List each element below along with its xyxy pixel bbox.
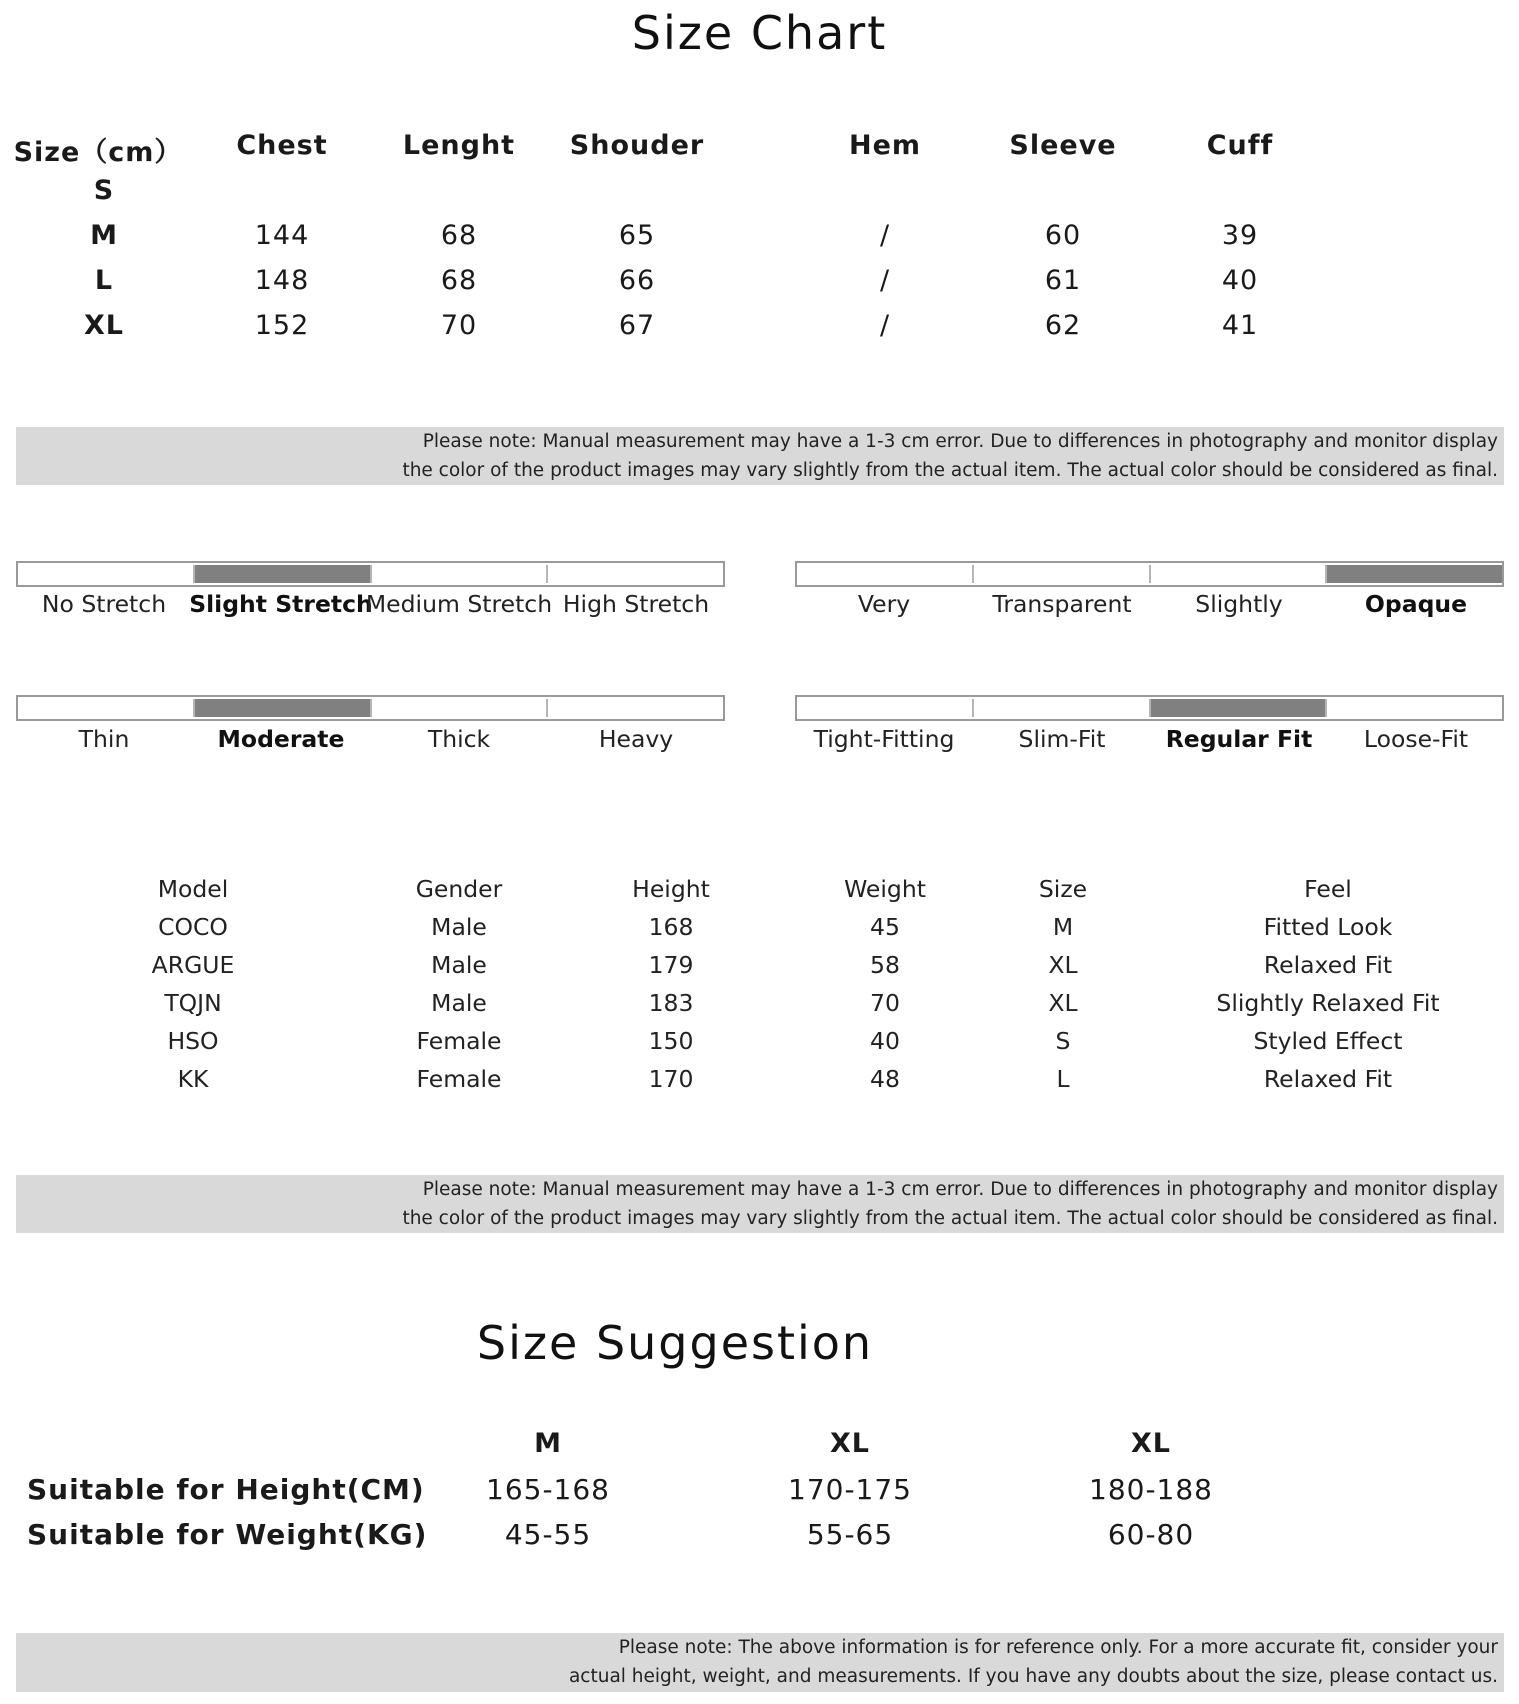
model-header: Height	[632, 875, 710, 903]
suggestion-height: 170-175	[788, 1473, 912, 1506]
scale-segment	[797, 565, 974, 583]
model-header: Size	[1038, 875, 1088, 903]
suggestion-size: XL	[829, 1428, 871, 1459]
table-cell: 41	[1221, 310, 1259, 341]
table-cell: 39	[1221, 220, 1259, 251]
suggestion-weight: 45-55	[504, 1518, 592, 1551]
model-cell: Fitted Look	[1263, 913, 1393, 941]
scale-segment	[1151, 565, 1328, 583]
model-cell: L	[1056, 1065, 1070, 1093]
model-cell: Male	[431, 989, 487, 1017]
weight-label: Suitable for Weight(KG)	[27, 1518, 428, 1551]
scale-label-selected: Opaque	[1364, 590, 1468, 618]
model-cell: COCO	[158, 913, 228, 941]
scale-label: No Stretch	[41, 590, 167, 618]
table-cell: 62	[1044, 310, 1082, 341]
model-cell: S	[1055, 1027, 1071, 1055]
model-header: Weight	[844, 875, 926, 903]
note-line: Please note: The above information is for reference only. For a more accurate fit, consider your	[618, 1637, 1498, 1658]
model-cell: Relaxed Fit	[1263, 1065, 1393, 1093]
model-header: Feel	[1304, 875, 1352, 903]
table-cell: /	[879, 220, 891, 251]
height-label: Suitable for Height(CM)	[27, 1473, 425, 1506]
model-cell: M	[1052, 913, 1074, 941]
transparency-bar	[795, 561, 1504, 587]
header-chest: Chest	[236, 130, 328, 161]
table-cell: 144	[254, 220, 310, 251]
scale-segment-selected	[1151, 699, 1328, 717]
model-cell: ARGUE	[151, 951, 235, 979]
scale-label-selected: Moderate	[217, 725, 345, 753]
model-cell: 45	[870, 913, 900, 941]
table-cell: 70	[440, 310, 478, 341]
header-length: Lenght	[402, 130, 516, 161]
table-cell: 148	[254, 265, 310, 296]
note-line: the color of the product images may vary slightly from the actual item. The actual color should be considered as final.	[402, 460, 1498, 481]
model-cell: 179	[648, 951, 694, 979]
model-cell: TQJN	[164, 989, 222, 1017]
scale-label: Thick	[427, 725, 491, 753]
model-cell: Female	[416, 1027, 502, 1055]
scale-label-selected: Slight Stretch	[189, 590, 373, 618]
table-cell: 40	[1221, 265, 1259, 296]
scale-label: Slim-Fit	[1018, 725, 1106, 753]
scale-segment	[548, 565, 723, 583]
model-cell: 150	[648, 1027, 694, 1055]
size-suggestion-title: Size Suggestion	[476, 1316, 874, 1370]
header-sleeve: Sleeve	[1009, 130, 1117, 161]
model-cell: 168	[648, 913, 694, 941]
suggestion-size: XL	[1130, 1428, 1172, 1459]
thickness-bar	[16, 695, 725, 721]
scale-segment	[18, 565, 195, 583]
scale-segment-selected	[195, 699, 372, 717]
model-cell: Relaxed Fit	[1263, 951, 1393, 979]
table-cell: 68	[440, 265, 478, 296]
model-cell: Styled Effect	[1253, 1027, 1403, 1055]
note-line: the color of the product images may vary slightly from the actual item. The actual color should be considered as final.	[402, 1208, 1498, 1229]
table-cell: 68	[440, 220, 478, 251]
size-label: L	[94, 265, 114, 296]
suggestion-weight: 55-65	[806, 1518, 894, 1551]
suggestion-height: 180-188	[1089, 1473, 1213, 1506]
measurement-note	[16, 1175, 1504, 1233]
header-cuff: Cuff	[1206, 130, 1274, 161]
size-chart-title: Size Chart	[631, 6, 888, 60]
model-cell: HSO	[167, 1027, 219, 1055]
scale-label: Slightly	[1195, 590, 1283, 618]
fit-bar	[795, 695, 1504, 721]
scale-label-selected: Regular Fit	[1165, 725, 1313, 753]
scale-segment	[974, 699, 1151, 717]
note-line: Please note: Manual measurement may have a 1-3 cm error. Due to differences in photography and monitor display	[422, 431, 1498, 452]
scale-segment	[974, 565, 1151, 583]
note-line: actual height, weight, and measurements. If you have any doubts about the size, please contact us.	[568, 1666, 1498, 1687]
size-label: M	[90, 220, 118, 251]
table-cell: 65	[618, 220, 656, 251]
scale-segment	[548, 699, 723, 717]
model-cell: Male	[431, 913, 487, 941]
model-cell: Male	[431, 951, 487, 979]
model-cell: 70	[870, 989, 900, 1017]
header-size: Size（cm）	[13, 137, 183, 168]
scale-label: Transparent	[992, 590, 1132, 618]
table-cell: 61	[1044, 265, 1082, 296]
measurement-note	[16, 427, 1504, 485]
scale-segment	[797, 699, 974, 717]
table-cell: 67	[618, 310, 656, 341]
scale-label: Medium Stretch	[365, 590, 553, 618]
stretch-bar	[16, 561, 725, 587]
model-cell: Female	[416, 1065, 502, 1093]
scale-label: Very	[857, 590, 911, 618]
model-header: Model	[157, 875, 229, 903]
scale-label: Loose-Fit	[1363, 725, 1469, 753]
scale-segment	[372, 565, 549, 583]
model-cell: XL	[1048, 989, 1078, 1017]
scale-segment	[1327, 699, 1502, 717]
scale-label: Tight-Fitting	[813, 725, 955, 753]
scale-label: Heavy	[598, 725, 674, 753]
scale-segment-selected	[1327, 565, 1502, 583]
scale-label: Thin	[78, 725, 130, 753]
scale-segment	[372, 699, 549, 717]
table-cell: 60	[1044, 220, 1082, 251]
reference-note	[16, 1633, 1504, 1692]
scale-segment	[18, 699, 195, 717]
model-cell: Slightly Relaxed Fit	[1216, 989, 1440, 1017]
table-cell: 152	[254, 310, 310, 341]
model-cell: 40	[870, 1027, 900, 1055]
model-cell: 183	[648, 989, 694, 1017]
model-header: Gender	[415, 875, 503, 903]
suggestion-size: M	[534, 1428, 562, 1459]
table-cell: 66	[618, 265, 656, 296]
size-label: XL	[83, 310, 125, 341]
suggestion-height: 165-168	[486, 1473, 610, 1506]
note-line: Please note: Manual measurement may have a 1-3 cm error. Due to differences in photography and monitor display	[422, 1179, 1498, 1200]
table-cell: /	[879, 265, 891, 296]
model-cell: XL	[1048, 951, 1078, 979]
model-cell: KK	[177, 1065, 209, 1093]
header-shoulder: Shouder	[569, 130, 705, 161]
model-cell: 48	[870, 1065, 900, 1093]
table-cell: /	[879, 310, 891, 341]
suggestion-weight: 60-80	[1107, 1518, 1195, 1551]
size-label: S	[93, 175, 115, 206]
model-cell: 170	[648, 1065, 694, 1093]
header-hem: Hem	[848, 130, 922, 161]
scale-segment-selected	[195, 565, 372, 583]
scale-label: High Stretch	[562, 590, 710, 618]
model-cell: 58	[870, 951, 900, 979]
